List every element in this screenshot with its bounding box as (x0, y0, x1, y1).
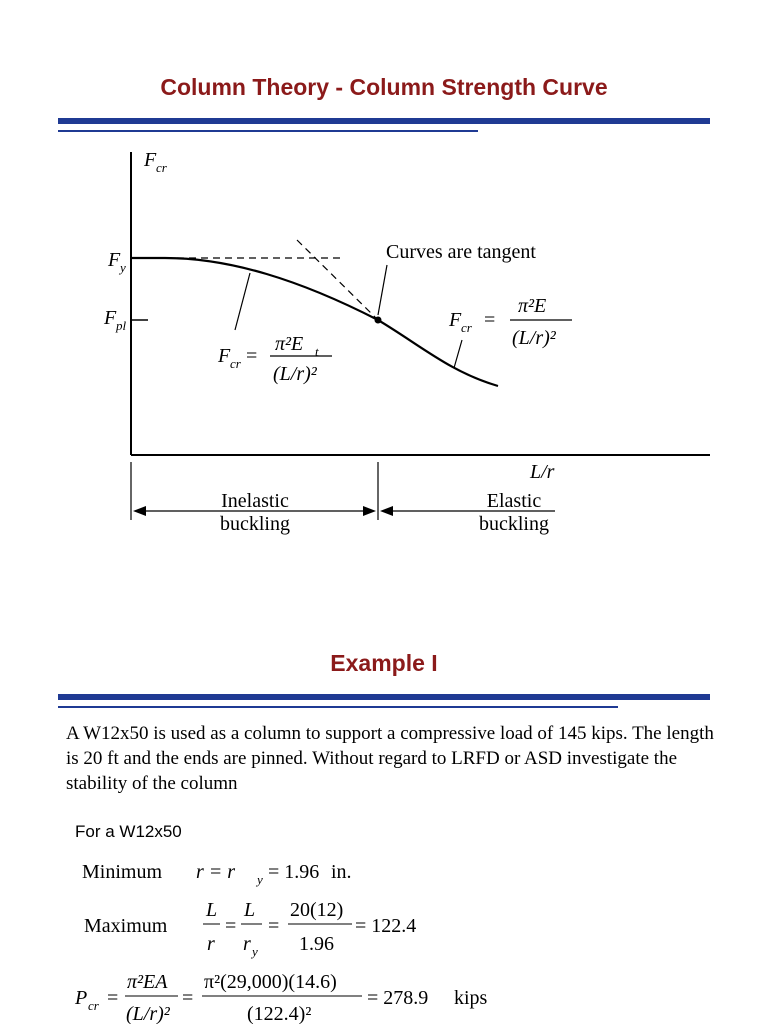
fy-label-sub: y (120, 260, 126, 275)
pcr-unit: kips (454, 987, 488, 1009)
max-L1: L (206, 899, 218, 921)
pcr-eq: = (107, 987, 119, 1009)
pcr-lhs: P (75, 987, 88, 1009)
pcr-num2: π²(29,000)(14.6) (204, 971, 337, 993)
min-expr: r = r (196, 861, 236, 883)
fpl-label: F (104, 307, 117, 329)
tangent-dashed-line (297, 240, 378, 320)
elastic-arrow-left-head (380, 506, 393, 516)
fy-label: F (108, 249, 121, 271)
inelastic-label-2: buckling (220, 513, 290, 535)
y-axis-label: F (144, 149, 157, 171)
pcr-num1: π²EA (127, 971, 168, 993)
elastic-label-2: buckling (479, 513, 549, 535)
min-value: = 1.96 (268, 861, 320, 883)
inelastic-formula-den: (L/r)² (273, 363, 317, 385)
pcr-lhs-sub: cr (88, 998, 99, 1013)
max-eq: = (225, 915, 237, 937)
tangent-point (375, 317, 382, 324)
inelastic-formula-lhs: F (218, 345, 231, 367)
max-r2-sub: y (252, 944, 258, 959)
tangent-leader (378, 265, 387, 315)
elastic-formula-lhs-sub: cr (461, 320, 472, 335)
pcr-eq2: = (182, 987, 194, 1009)
inelastic-formula-lhs-sub: cr (230, 356, 241, 371)
fpl-label-sub: pl (116, 318, 127, 333)
max-result: = 122.4 (355, 915, 417, 937)
elastic-formula-den: (L/r)² (512, 327, 556, 349)
problem-statement: A W12x50 is used as a column to support a compressive load of 145 kips. The length is 20 ft and the ends are pinned. Without regard to LRFD or ASD investigate the stability of the column (66, 723, 714, 794)
max-r2: r (243, 933, 251, 955)
max-r1: r (207, 933, 215, 955)
min-unit: in. (331, 861, 352, 883)
inelastic-leader (235, 273, 250, 330)
for-label: For a W12x50 (75, 822, 182, 841)
inelastic-formula-num: π²E (275, 333, 304, 355)
inelastic-arrow-left-head (133, 506, 146, 516)
elastic-formula-num: π²E (518, 295, 547, 317)
max-L2: L (244, 899, 256, 921)
pcr-result: = 278.9 (367, 987, 429, 1009)
column-strength-diagram (0, 140, 768, 550)
page-title: Column Theory - Column Strength Curve (160, 74, 608, 100)
inelastic-formula-num-sub: t (315, 344, 319, 359)
inelastic-label-1: Inelastic (221, 490, 289, 512)
min-expr-sub: y (257, 872, 263, 887)
elastic-formula-eq: = (484, 309, 496, 331)
example-title: Example I (330, 650, 438, 676)
max-eq2: = (268, 915, 280, 937)
inelastic-formula-eq: = (246, 345, 258, 367)
elastic-label-1: Elastic (486, 490, 542, 512)
inelastic-arrow-right-head (363, 506, 376, 516)
pcr-den2: (122.4)² (247, 1003, 312, 1024)
min-label: Minimum (82, 861, 163, 883)
max-den: 1.96 (299, 933, 334, 955)
tangent-note: Curves are tangent (386, 241, 536, 263)
x-axis-label: L/r (530, 461, 555, 483)
y-axis-label-sub: cr (156, 160, 167, 175)
elastic-formula-lhs: F (449, 309, 462, 331)
pcr-den1: (L/r)² (126, 1003, 170, 1024)
max-label: Maximum (84, 915, 168, 937)
elastic-leader (454, 340, 462, 368)
max-num: 20(12) (290, 899, 344, 921)
